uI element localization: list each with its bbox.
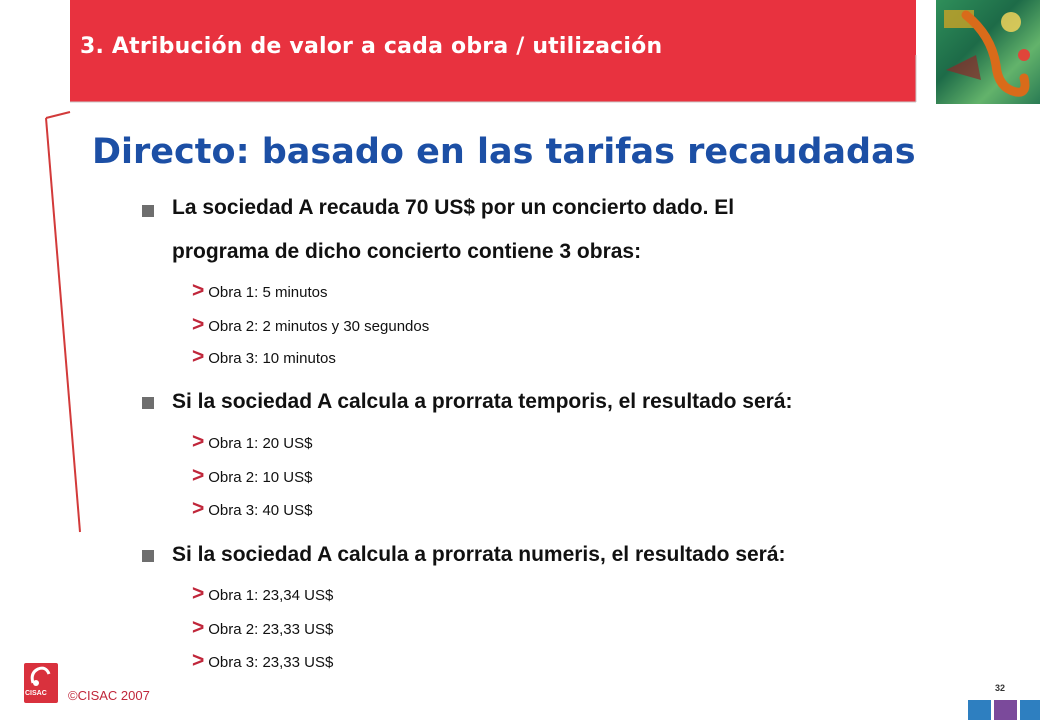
arrow-bullet-icon: > [192, 345, 205, 368]
sub-item-text: Obra 1: 20 US$ [208, 435, 313, 452]
bullet-1-line-2: programa de dicho concierto contiene 3 obras: [172, 240, 642, 263]
sub-item [192, 345, 336, 369]
sub-item [192, 649, 333, 673]
sub-item [192, 582, 333, 606]
arrow-bullet-icon: > [192, 649, 205, 672]
bullet-2-line-1: Si la sociedad A calcula a prorrata temporis, el resultado será: [172, 390, 793, 413]
arrow-bullet-icon: > [192, 313, 205, 336]
arrow-bullet-icon: > [192, 279, 205, 302]
sub-item [192, 430, 313, 454]
sub-item-text: Obra 3: 40 US$ [208, 502, 313, 519]
logo-text: CISAC [25, 690, 47, 697]
saxophone-illustration [936, 0, 1040, 104]
sub-item-text: Obra 2: 10 US$ [208, 469, 313, 486]
sub-item [192, 313, 429, 337]
sub-item-text: Obra 3: 23,33 US$ [208, 654, 334, 671]
sub-item [192, 464, 313, 488]
page-number: 32 [995, 683, 1006, 693]
arrow-bullet-icon: > [192, 582, 205, 605]
sub-item-text: Obra 1: 23,34 US$ [208, 587, 334, 604]
arrow-bullet-icon: > [192, 497, 205, 520]
bullet-3-line-1: Si la sociedad A calcula a prorrata numeris, el resultado será: [172, 543, 786, 566]
sub-item [192, 497, 313, 521]
cisac-logo-icon [24, 663, 58, 703]
sub-item-text: Obra 3: 10 minutos [208, 350, 336, 367]
header-title: 3. Atribución de valor a cada obra / utilización [80, 34, 663, 59]
square-bullet-icon [142, 550, 154, 562]
sub-item [192, 279, 328, 303]
footer-square-blue [1020, 700, 1040, 720]
footer-square-blue [968, 700, 991, 720]
sub-item-text: Obra 2: 23,33 US$ [208, 621, 334, 638]
arrow-bullet-icon: > [192, 430, 205, 453]
slide-title: Directo: basado en las tarifas recaudadas [92, 132, 916, 172]
arrow-bullet-icon: > [192, 464, 205, 487]
sub-item-text: Obra 1: 5 minutos [208, 284, 328, 301]
sub-item [192, 616, 333, 640]
footer-square-purple [994, 700, 1017, 720]
bullet-1-line-1: La sociedad A recauda 70 US$ por un concierto dado. El [172, 196, 735, 219]
copyright: ©CISAC 2007 [68, 688, 150, 703]
arrow-bullet-icon: > [192, 616, 205, 639]
square-bullet-icon [142, 205, 154, 217]
sub-item-text: Obra 2: 2 minutos y 30 segundos [208, 318, 430, 335]
square-bullet-icon [142, 397, 154, 409]
